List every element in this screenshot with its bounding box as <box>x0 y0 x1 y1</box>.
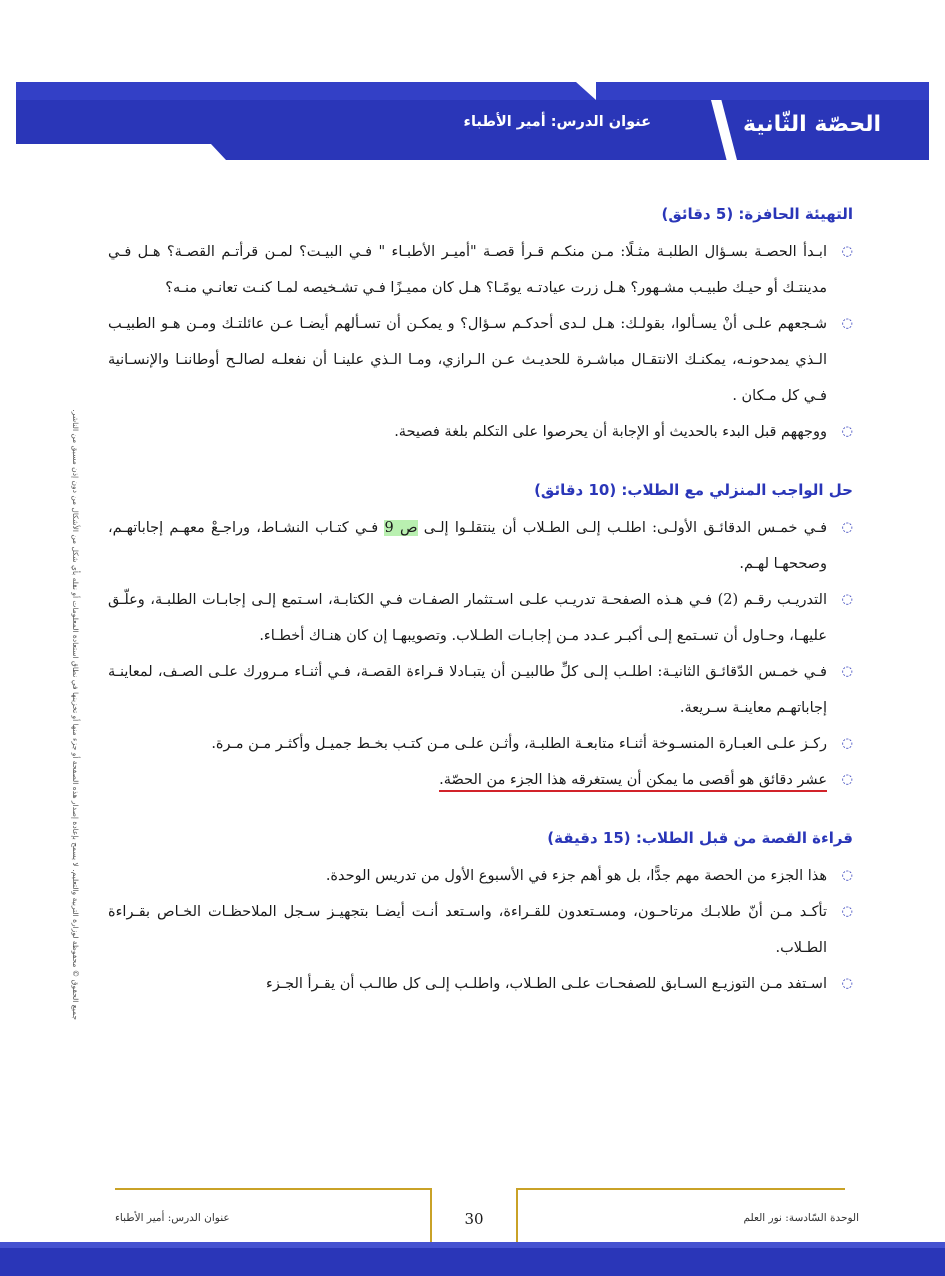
bullet-icon: ◌ <box>841 976 853 991</box>
list-item <box>108 726 853 762</box>
list-item <box>108 414 853 450</box>
footer-unit: الوحدة السّادسة: نور العلم <box>743 1212 859 1224</box>
bullet-icon: ◌ <box>841 316 853 331</box>
section-warmup <box>108 200 853 450</box>
section-title <box>108 824 853 852</box>
list-item <box>108 762 853 798</box>
list-item <box>108 894 853 966</box>
item-text: ابـدأ الحصـة بسـؤال الطلبـة مثـلًا: مـن منكـم قـرأ قصـة "أميـر الأطبـاء " فـي البيـت؟ لمـن قرأتـم القصـة؟ هـل فـي مدينتـك أو حيـك طبيـب مشـهور؟ هـل زرت عيادتـه يومًـا؟ هـل كان مميـزًا فـي تشـخيصه لمـا كنـت تعانـي منـه؟ <box>108 244 827 296</box>
item-text: اسـتفد مـن التوزيـع السـابق للصفحـات علـى الطـلاب، واطلـب إلـى كل طالـب أن يقـرأ الجـزء <box>266 976 827 992</box>
bullet-icon: ◌ <box>841 736 853 751</box>
footer-lesson: عنوان الدرس: أمير الأطباء <box>115 1212 230 1224</box>
list-item <box>108 858 853 894</box>
item-text: هذا الجزء من الحصة مهم جدًّا، بل هو أهم جزء في الأسبوع الأول من تدريس الوحدة. <box>325 868 827 884</box>
bullet-icon: ◌ <box>841 244 853 259</box>
copyright-note: جميع الحقوق © محفوظة لوزارة التربية والتعليم. لا يسمح بإعادة إصدار هذه الصفحة أو جزء منها أو تخزينها في نطاق استعادة المعلومات أو نقله بأي شكل من الأشكال من دون إذن مسبق من الناشر. <box>71 409 80 1020</box>
header-banner <box>16 82 929 160</box>
bottom-bar <box>0 1242 945 1276</box>
bullet-icon: ◌ <box>841 904 853 919</box>
section-title-text: حل الواجب المنزلي مع الطلاب: <box>621 481 853 499</box>
list-item <box>108 510 853 582</box>
list-item <box>108 966 853 1002</box>
page-number: 30 <box>464 1210 484 1228</box>
item-text: فـي خمـس الدّقائـق الثانيـة: اطلـب إلـى كلِّ طالبيـن أن يتبـادلا قـراءة القصـة، فـي أثنـاء مـرورك علـى الصـف، لمعاينـة إجاباتهـم معاينـة سـريعة. <box>108 664 827 716</box>
page-ref-highlight: ص 9 <box>384 520 418 536</box>
bullet-icon: ◌ <box>841 772 853 787</box>
section-homework <box>108 476 853 798</box>
item-text: شـجعهم علـى أنْ يسـألوا، بقولـك: هـل لـدى أحدكـم سـؤال؟ و يمكـن أن تسـألهم أيضـا عـن عائلتـك ومـن هـو الطبيـب الـذي يمدحونـه، يمكنـك الانتقـال مباشـرة للحديـث عـن الـرازي، ومـا الـذي علينـا أن نفعلـه لصالـح أوطاننـا والإنسـانية فـي كل مـكان . <box>108 316 827 404</box>
banner-divider <box>711 100 737 160</box>
list-item <box>108 582 853 654</box>
section-reading <box>108 824 853 1002</box>
list-item <box>108 234 853 306</box>
bullet-list <box>108 234 853 450</box>
bullet-list <box>108 510 853 798</box>
bullet-icon: ◌ <box>841 520 853 535</box>
item-text: التدريـب رقـم (2) فـي هـذه الصفحـة تدريـب علـى اسـتثمار الصفـات فـي الكتابـة، اسـتمع إلـى إجابـات الطلبـة، وعلّـق عليهـا، وحـاول أن تسـتمع إلـى أكبـر عـدد مـن إجابـات الطـلاب. وتصويبهـا إن كان هنـاك أخطـاء. <box>108 592 827 644</box>
section-time: (15 دقيقة) <box>547 829 631 847</box>
list-item <box>108 306 853 414</box>
section-time: (10 دقائق) <box>534 481 617 499</box>
bullet-icon: ◌ <box>841 592 853 607</box>
section-title <box>108 476 853 504</box>
banner-ribbon <box>16 82 929 100</box>
part-title: الحصّة الثّانية <box>743 112 881 137</box>
bullet-icon: ◌ <box>841 424 853 439</box>
bullet-list <box>108 858 853 1002</box>
item-text: ووجههم قبل البدء بالحديث أو الإجابة أن يحرصوا على التكلم بلغة فصيحة. <box>394 424 827 440</box>
banner-notch <box>576 82 596 100</box>
section-title-text: التهيئة الحافزة: <box>738 205 853 223</box>
item-text: ركـز علـى العبـارة المنسـوخة أثنـاء متابعـة الطلبـة، وأثـن علـى مـن كتـب بخـط جميـل وأكثـر مـن مـرة. <box>211 736 827 752</box>
item-text-underlined: عشر دقائق هو أقصى ما يمكن أن يستغرقه هذا الجزء من الحصّة. <box>439 772 827 792</box>
banner-bottom-strip <box>16 144 226 160</box>
section-time: (5 دقائق) <box>661 205 734 223</box>
section-title-text: قراءة القصة من قبل الطلاب: <box>635 829 853 847</box>
item-text: فـي خمـس الدقائـق الأولـى: اطلـب إلـى الطـلاب أن ينتقلـوا إلـى ص 9 فـي كتـاب النشـاط، وراجـعْ معهـم إجاباتهـم، وصححهـا لهـم. <box>108 520 827 572</box>
lesson-title: عنوان الدرس: أمير الأطباء <box>463 114 651 130</box>
bullet-icon: ◌ <box>841 868 853 883</box>
list-item <box>108 654 853 726</box>
section-title <box>108 200 853 228</box>
item-text: تأكـد مـن أنّ طلابـك مرتاحـون، ومسـتعدون للقـراءة، واسـتعد أنـت أيضـا بتجهيـز سـجل الملاحظـات الخـاص بقـراءة الطـلاب. <box>108 904 827 956</box>
main-content <box>108 200 853 1028</box>
bullet-icon: ◌ <box>841 664 853 679</box>
